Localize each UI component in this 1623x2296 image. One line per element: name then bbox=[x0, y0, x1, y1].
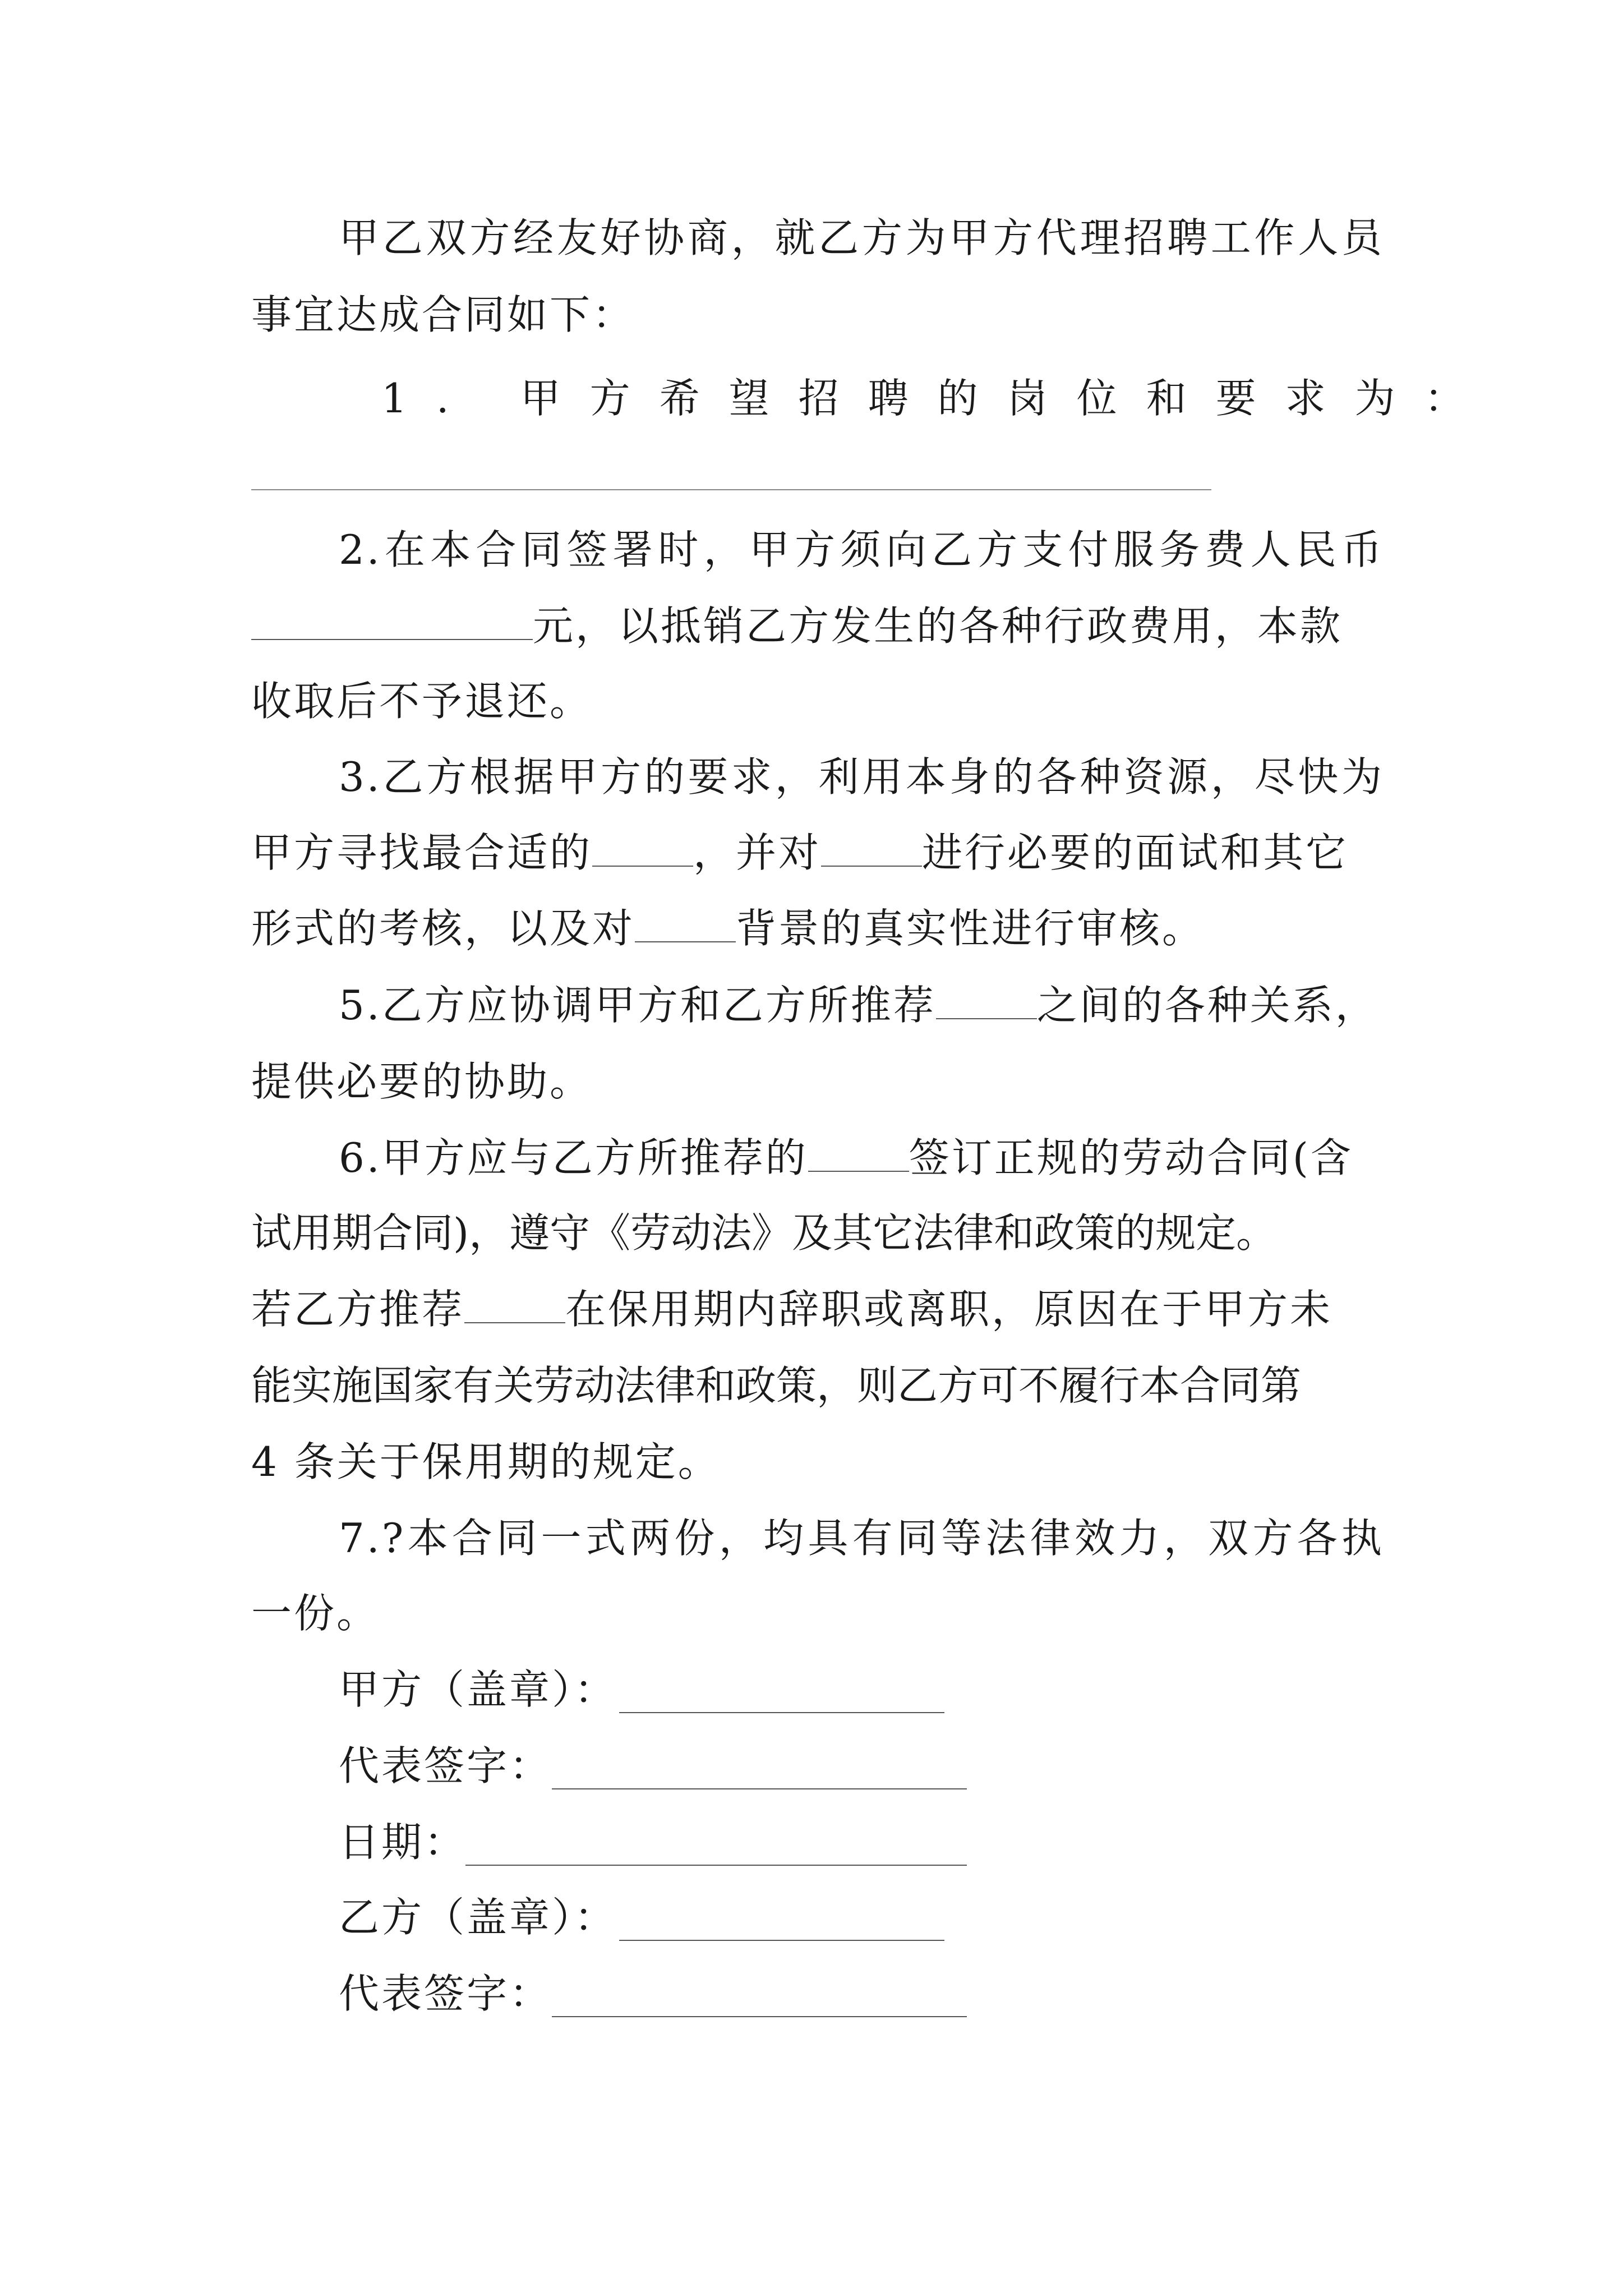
item-7-line-2: 一份。 bbox=[251, 1590, 380, 1637]
candidate-blank-6 bbox=[464, 1282, 565, 1323]
item-5-line-2: 提供必要的协助。 bbox=[251, 1058, 593, 1105]
item-3-text-b: ，并对 bbox=[693, 829, 822, 876]
item-5-text-b: 之间的各种关系， bbox=[1036, 982, 1378, 1029]
item-6-line-3 bbox=[251, 1281, 1384, 1337]
item-7-line-1: 7.?本合同一式两份，均具有同等法律效力，双方各执 bbox=[339, 1515, 1384, 1562]
date-line[interactable] bbox=[465, 1865, 967, 1866]
item-6-line-4: 能实施国家有关劳动法律和政策，则乙方可不履行本合同第 bbox=[251, 1362, 1302, 1409]
item-2-line-3: 收取后不予退还。 bbox=[251, 678, 593, 725]
item-3-text-a: 甲方寻找最合适的 bbox=[251, 829, 593, 876]
item-6-text-d: 在保用期内辞职或离职，原因在于甲方未 bbox=[565, 1286, 1333, 1333]
item-3-line-1: 3.乙方根据甲方的要求，利用本身的各种资源，尽快为 bbox=[339, 753, 1384, 800]
item-6-text-b: 签订正规的劳动合同(含 bbox=[909, 1134, 1353, 1181]
item-2-line-2-text: 元，以抵销乙方发生的各种行政费用，本款 bbox=[533, 602, 1343, 650]
candidate-blank-3 bbox=[635, 901, 736, 942]
item-5-line-1 bbox=[339, 977, 1384, 1033]
candidate-blank-4 bbox=[936, 978, 1037, 1019]
item-6-line-2: 试用期合同)，遵守《劳动法》及其它法律和政策的规定。 bbox=[251, 1209, 1277, 1257]
rep-sign-b-line[interactable] bbox=[552, 2016, 967, 2017]
intro-line-2: 事宜达成合同如下： bbox=[251, 291, 635, 338]
item-6-text-c: 若乙方推荐 bbox=[251, 1286, 465, 1333]
item-3-line-2 bbox=[251, 825, 1384, 881]
item-2-line-1: 2.在本合同签署时，甲方须向乙方支付服务费人民币 bbox=[339, 526, 1384, 573]
item-5-text-a: 5.乙方应协调甲方和乙方所推荐 bbox=[339, 982, 936, 1029]
item-3-text-e: 背景的真实性进行审核。 bbox=[736, 905, 1205, 952]
rep-sign-a-label: 代表签字： bbox=[339, 1742, 552, 1789]
item-1-fill-line bbox=[251, 489, 1211, 490]
party-a-seal-line[interactable] bbox=[619, 1712, 944, 1713]
party-a-seal-label: 甲方（盖章）： bbox=[339, 1666, 617, 1713]
candidate-blank-5 bbox=[808, 1130, 909, 1172]
party-b-seal-label: 乙方（盖章）： bbox=[339, 1894, 617, 1941]
candidate-blank-2 bbox=[821, 825, 922, 867]
item-6-line-5: 4 条关于保用期的规定。 bbox=[251, 1438, 721, 1485]
item-3-text-d: 形式的考核，以及对 bbox=[251, 905, 635, 952]
party-b-seal-line[interactable] bbox=[619, 1940, 944, 1941]
item-3-text-c: 进行必要的面试和其它 bbox=[922, 829, 1349, 876]
rep-sign-b-label: 代表签字： bbox=[339, 1970, 552, 2017]
item-3-line-3 bbox=[251, 900, 1384, 956]
candidate-blank-1 bbox=[592, 825, 693, 867]
item-2-line-2 bbox=[251, 598, 1384, 654]
item-6-text-a: 6.甲方应与乙方所推荐的 bbox=[339, 1134, 808, 1181]
rep-sign-a-line[interactable] bbox=[552, 1788, 967, 1789]
fee-amount-blank bbox=[251, 599, 533, 640]
item-1: 1. 甲方希望招聘的岗位和要求为： bbox=[381, 375, 1494, 422]
date-label: 日期： bbox=[339, 1819, 467, 1866]
item-6-line-1 bbox=[339, 1130, 1384, 1186]
intro-line-1: 甲乙双方经友好协商，就乙方为甲方代理招聘工作人员 bbox=[339, 214, 1384, 261]
